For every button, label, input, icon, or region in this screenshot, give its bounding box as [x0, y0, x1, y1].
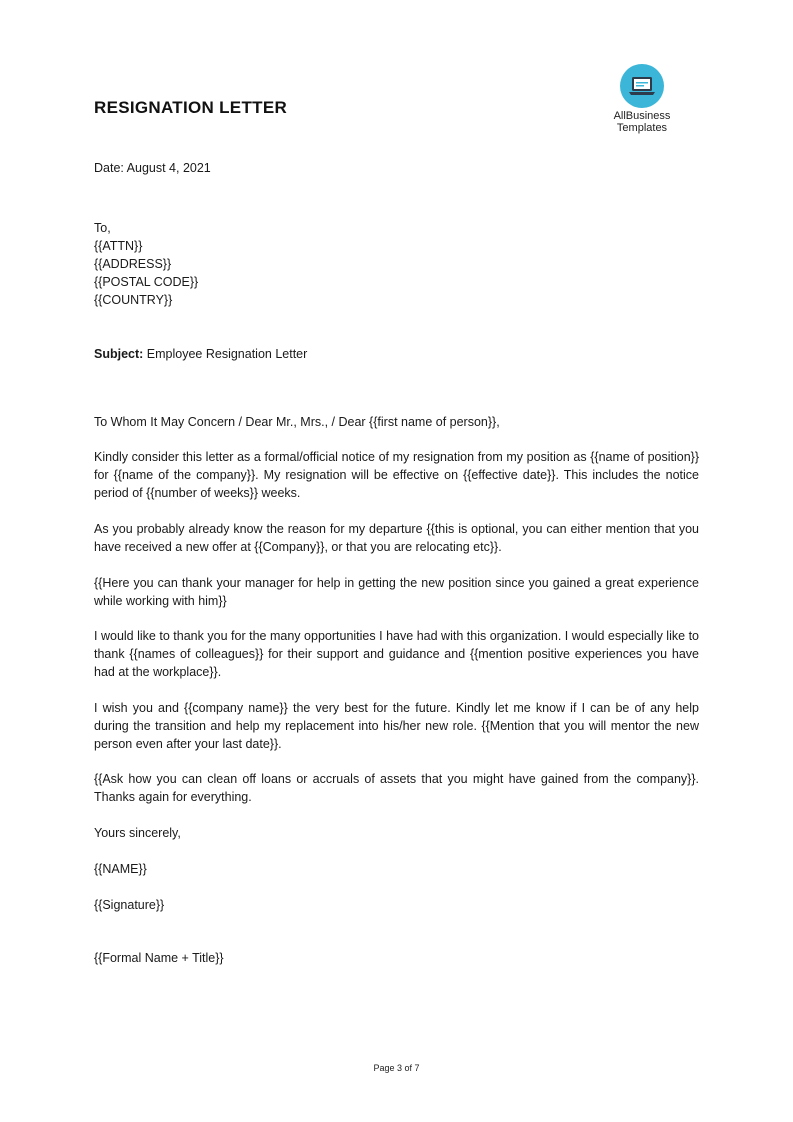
logo-text — [604, 110, 680, 134]
document-title: RESIGNATION LETTER — [94, 98, 288, 117]
formal-name-title: {{Formal Name + Title}} — [94, 951, 224, 965]
address-postal-code: {{POSTAL CODE}} — [94, 275, 199, 289]
closing: Yours sincerely, — [94, 826, 181, 840]
logo-line-2: Templates — [616, 122, 668, 134]
logo-line-1: AllBusiness — [613, 110, 671, 122]
paragraph-4: I would like to thank you for the many opportunities I have had with this organization. I would especially like to thank {{names of colleagues}} for their support and guidance and {{mention positive experiences you have had at the workplace}}. — [94, 629, 699, 679]
paragraph-6: {{Ask how you can clean off loans or accruals of assets that you might have gained from the company}}. Thanks again for everything. — [94, 772, 699, 804]
address-to: To, — [94, 221, 111, 235]
address-attn: {{ATTN}} — [94, 239, 143, 253]
date-line: Date: August 4, 2021 — [94, 161, 211, 175]
paragraph-1: Kindly consider this letter as a formal/official notice of my resignation from my position as {{name of position}} for {{name of the company}}. My resignation will be effective on {{effective date}}. This includes the notice period of {{number of weeks}} weeks. — [94, 450, 699, 500]
page-number: Page 3 of 7 — [373, 1063, 420, 1073]
salutation: To Whom It May Concern / Dear Mr., Mrs., / Dear {{first name of person}}, — [94, 415, 500, 429]
subject-line — [94, 345, 699, 363]
paragraph-3: {{Here you can thank your manager for help in getting the new position since you gained a great experience while working with him}} — [94, 576, 699, 608]
recipient-address — [94, 219, 699, 309]
address-street: {{ADDRESS}} — [94, 257, 172, 271]
sender-name: {{NAME}} — [94, 862, 147, 876]
subject-text: Employee Resignation Letter — [143, 347, 308, 361]
laptop-icon — [620, 64, 664, 108]
company-logo — [604, 64, 680, 134]
paragraph-2: As you probably already know the reason for my departure {{this is optional, you can either mention that you have received a new offer at {{Company}}, or that you are relocating etc}}. — [94, 522, 699, 554]
paragraph-5: I wish you and {{company name}} the very best for the future. Kindly let me know if I can be of any help during the transition and help my replacement into his/her new role. {{Mention that you will mentor the new person even after your last date}}. — [94, 701, 699, 751]
signature: {{Signature}} — [94, 898, 165, 912]
logo-circle — [620, 64, 664, 108]
address-country: {{COUNTRY}} — [94, 293, 173, 307]
subject-label: Subject: — [94, 347, 144, 361]
